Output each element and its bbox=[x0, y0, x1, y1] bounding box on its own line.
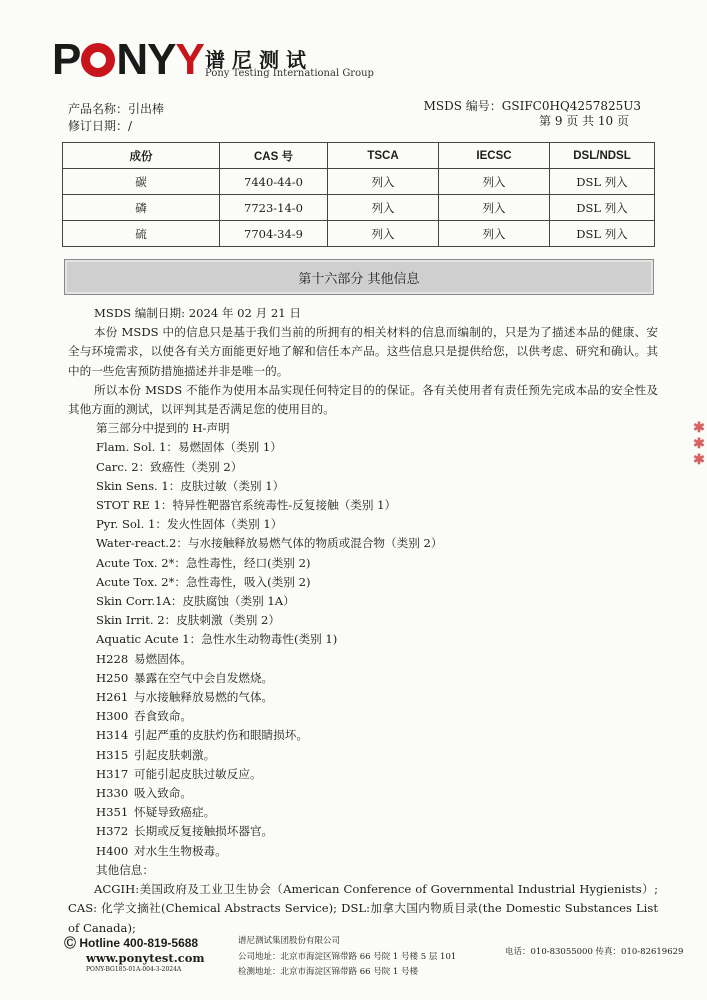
col-header: IECSC bbox=[439, 143, 550, 169]
compile-date: MSDS 编制日期: 2024 年 02 月 21 日 bbox=[94, 306, 301, 320]
col-header: CAS 号 bbox=[220, 143, 328, 169]
table-cell: 列入 bbox=[328, 195, 439, 221]
lab-address: 检测地址：北京市海淀区锦带路 66 号院 1 号楼 bbox=[238, 967, 419, 977]
logo-y-mark: Y bbox=[175, 35, 204, 84]
h-code: H372 bbox=[96, 824, 129, 839]
h-text: 引起皮肤刺激。 bbox=[134, 747, 216, 762]
col-header: DSL/NDSL bbox=[550, 143, 655, 169]
table-cell: DSL 列入 bbox=[550, 169, 655, 195]
h-statement bbox=[68, 688, 658, 707]
h-code: H400 bbox=[96, 843, 129, 858]
abbreviations-paragraph: ACGIH:美国政府及工业卫生协会（American Conference of Governmental Industrial Hygienists）; CAS: 化学文摘社(Chemical Abstracts Service); DSL:加拿大国内物质目录(the Domestic Substances List of Canada); bbox=[68, 882, 658, 935]
hazard-class: Water-react.2：与水接触释放易燃气体的物质或混合物（类别 2） bbox=[96, 536, 443, 551]
hazard-class: Skin Irrit. 2：皮肤刺激（类别 2） bbox=[96, 613, 281, 628]
company-name: 谱尼测试集团股份有限公司 bbox=[238, 936, 341, 946]
h-text: 吞食致命。 bbox=[134, 709, 192, 724]
document-code: PONY-BG185-01A-004-3-2024A bbox=[86, 966, 182, 973]
col-header: TSCA bbox=[328, 143, 439, 169]
h-statement bbox=[68, 650, 658, 669]
company-logo bbox=[52, 35, 204, 84]
table-cell: 磷 bbox=[63, 195, 220, 221]
disclaimer-paragraph: 所以本份 MSDS 不能作为使用本品实现任何特定目的的保证。各有关使用者有责任预先完成本品的安全性及其他方面的测试，以评判其是否满足您的使用目的。 bbox=[68, 382, 658, 417]
table-header-row bbox=[63, 143, 655, 169]
col-header: 成份 bbox=[63, 143, 220, 169]
hazard-class: Acute Tox. 2*：急性毒性，经口(类别 2) bbox=[96, 555, 311, 570]
logo-en-name: Pony Testing International Group bbox=[205, 68, 374, 79]
h-code: H228 bbox=[96, 651, 129, 666]
hazard-class: Skin Corr.1A：皮肤腐蚀（类别 1A） bbox=[96, 594, 295, 609]
table-row bbox=[63, 169, 655, 195]
section-16-title: 第十六部分 其他信息 bbox=[64, 259, 654, 295]
h-statement bbox=[68, 726, 658, 745]
table-cell: 7704-34-9 bbox=[220, 221, 328, 247]
table-row bbox=[63, 221, 655, 247]
h-statement bbox=[68, 803, 658, 822]
logo-wordmark: P NYY bbox=[52, 35, 204, 84]
h-code: H300 bbox=[96, 709, 129, 724]
table-cell: 列入 bbox=[439, 195, 550, 221]
red-seal-stamp-edge: ✱✱✱ bbox=[691, 420, 707, 468]
disclaimer-paragraph: 本份 MSDS 中的信息只是基于我们当前的所拥有的相关材料的信息而编制的，只是为了描述本品的健康、安全与环境需求，以使各有关方面能更好地了解和信任本产品。这些信息只是提供给您，以供考虑、研究和确认。其中的一些危害预防措施描述并非是唯一的。 bbox=[68, 325, 658, 378]
h-text: 可能引起皮肤过敏反应。 bbox=[134, 766, 262, 781]
table-row bbox=[63, 195, 655, 221]
h-code: H351 bbox=[96, 805, 129, 820]
hotline: Ⓒ Hotline 400-819-5688 bbox=[64, 936, 199, 950]
h-code: H330 bbox=[96, 786, 129, 801]
table-cell: DSL 列入 bbox=[550, 221, 655, 247]
logo-cn-name: 谱尼测试 bbox=[205, 48, 313, 72]
section-16-body bbox=[68, 304, 658, 938]
other-info-label: 其他信息： bbox=[96, 862, 154, 877]
logo-o-icon bbox=[81, 43, 115, 77]
hazard-class: Pyr. Sol. 1：发火性固体（类别 1） bbox=[96, 517, 283, 532]
table-cell: 列入 bbox=[439, 221, 550, 247]
h-statement bbox=[68, 842, 658, 861]
hazard-class: Carc. 2：致癌性（类别 2） bbox=[96, 459, 243, 474]
copyright-c-icon: Ⓒ bbox=[64, 936, 77, 950]
table-cell: 硫 bbox=[63, 221, 220, 247]
company-address: 公司地址：北京市海淀区锦带路 66 号院 1 号楼 5 层 101 bbox=[238, 952, 457, 962]
h-text: 吸入致命。 bbox=[134, 786, 192, 801]
h-code: H250 bbox=[96, 670, 129, 685]
h-text: 怀疑导致癌症。 bbox=[134, 805, 216, 820]
table-cell: DSL 列入 bbox=[550, 195, 655, 221]
phone-fax: 电话：010-83055000 传真：010-82619629 bbox=[505, 947, 684, 957]
table-cell: 列入 bbox=[328, 169, 439, 195]
h-code: H261 bbox=[96, 690, 129, 705]
h-statement bbox=[68, 707, 658, 726]
h-text: 引起严重的皮肤灼伤和眼睛损坏。 bbox=[134, 728, 308, 743]
h-statement bbox=[68, 669, 658, 688]
table-cell: 7723-14-0 bbox=[220, 195, 328, 221]
website-link[interactable]: www.ponytest.com bbox=[86, 951, 205, 965]
table-cell: 列入 bbox=[328, 221, 439, 247]
hazard-class: Aquatic Acute 1：急性水生动物毒性(类别 1) bbox=[96, 632, 338, 647]
msds-number: MSDS 编号：GSIFC0HQ4257825U3 bbox=[423, 99, 641, 113]
h-code: H314 bbox=[96, 728, 129, 743]
hazard-class: Skin Sens. 1：皮肤过敏（类别 1） bbox=[96, 478, 285, 493]
product-name: 产品名称：引出棒 bbox=[68, 102, 165, 116]
h-statement bbox=[68, 784, 658, 803]
h-statement bbox=[68, 765, 658, 784]
regulatory-table bbox=[62, 142, 655, 247]
h-code: H317 bbox=[96, 766, 129, 781]
h-statement bbox=[68, 822, 658, 841]
h-statement bbox=[68, 746, 658, 765]
hazard-class: STOT RE 1：特异性靶器官系统毒性-反复接触（类别 1） bbox=[96, 498, 397, 513]
h-text: 易燃固体。 bbox=[134, 651, 192, 666]
page-number: 第 9 页 共 10 页 bbox=[539, 114, 629, 128]
h-text: 对水生生物极毒。 bbox=[134, 843, 227, 858]
h-text: 与水接触释放易燃的气体。 bbox=[134, 690, 274, 705]
h-text: 长期或反复接触损坏器官。 bbox=[134, 824, 274, 839]
table-cell: 列入 bbox=[439, 169, 550, 195]
h-statement-intro: 第三部分中提到的 H-声明 bbox=[96, 421, 230, 436]
table-cell: 7440-44-0 bbox=[220, 169, 328, 195]
h-text: 暴露在空气中会自发燃烧。 bbox=[134, 670, 274, 685]
h-code: H315 bbox=[96, 747, 129, 762]
table-cell: 碳 bbox=[63, 169, 220, 195]
hazard-class: Acute Tox. 2*：急性毒性，吸入(类别 2) bbox=[96, 574, 311, 589]
revision-date: 修订日期：/ bbox=[68, 119, 133, 133]
hazard-class: Flam. Sol. 1：易燃固体（类别 1） bbox=[96, 440, 282, 455]
